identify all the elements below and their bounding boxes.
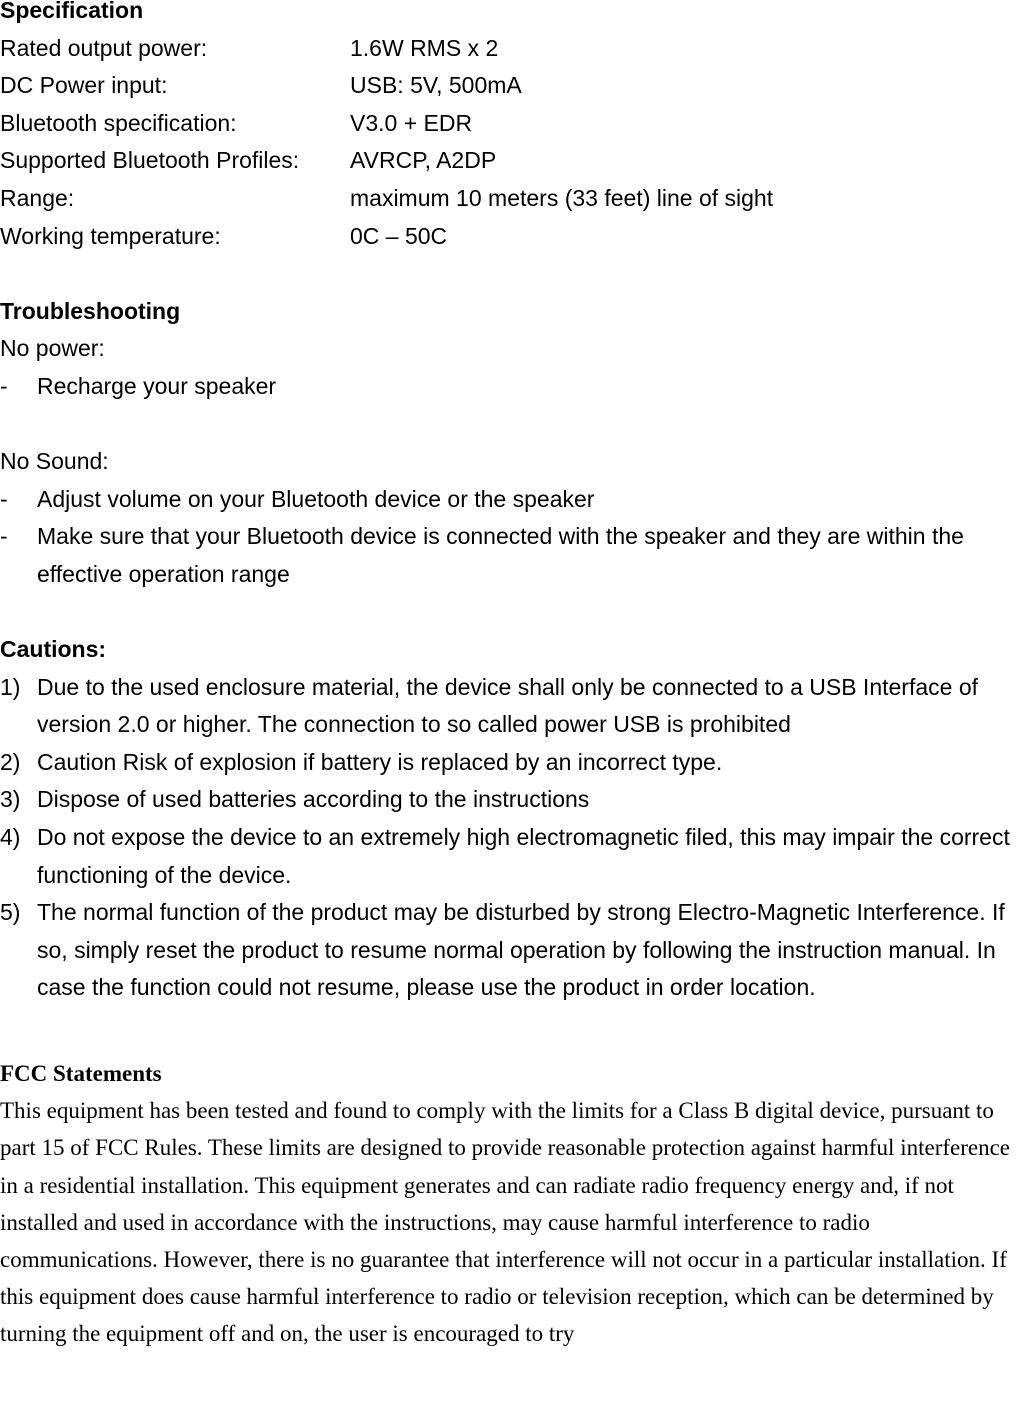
fcc-heading: FCC Statements <box>0 1061 162 1087</box>
troubleshooting-heading: Troubleshooting <box>0 297 181 324</box>
spacer <box>0 255 1029 293</box>
list-item-text: Make sure that your Bluetooth device is connected with the speaker and they are within the effective operation range <box>37 523 964 587</box>
fcc-section <box>0 1055 1029 1353</box>
caution-number: 3) <box>0 786 21 813</box>
caution-number: 1) <box>0 673 21 700</box>
caution-item <box>0 781 1029 819</box>
spec-value: maximum 10 meters (33 feet) line of sight <box>350 184 774 211</box>
caution-number: 5) <box>0 899 21 926</box>
spec-value: 1.6W RMS x 2 <box>350 34 499 61</box>
no-power-title: No power: <box>0 335 105 362</box>
spacer <box>0 406 1029 444</box>
spec-row <box>0 142 1029 180</box>
caution-text: Do not expose the device to an extremely high electromagnetic filed, this may impair the correct functioning of the device. <box>37 824 1010 888</box>
spec-label: Bluetooth specification: <box>0 109 237 136</box>
list-item <box>0 518 1029 593</box>
fcc-paragraph: This equipment has been tested and found to comply with the limits for a Class B digital device, pursuant to part 15 of FCC Rules. These limits are designed to provide reasonable protection against harmful interference in a residential installation. This equipment generates and can radiate radio frequency energy and, if not installed and used in accordance with the instructions, may cause harmful interference to radio communications. However, there is no guarantee that interference will not occur in a particular installation. If this equipment does cause harmful interference to radio or television reception, which can be determined by turning the equipment off and on, the user is encouraged to try <box>0 1098 1011 1347</box>
spec-row <box>0 105 1029 143</box>
spec-label: Rated output power: <box>0 34 208 61</box>
caution-number: 2) <box>0 748 21 775</box>
cautions-heading: Cautions: <box>0 636 107 663</box>
list-item <box>0 481 1029 519</box>
bullet-marker: - <box>0 523 8 550</box>
spec-value: USB: 5V, 500mA <box>350 72 522 99</box>
caution-item <box>0 819 1029 894</box>
spec-value: AVRCP, A2DP <box>350 147 497 174</box>
caution-item <box>0 894 1029 1007</box>
spec-row <box>0 67 1029 105</box>
bullet-marker: - <box>0 485 8 512</box>
spec-value: 0C – 50C <box>350 222 448 249</box>
list-item-text: Recharge your speaker <box>37 372 277 399</box>
caution-item <box>0 744 1029 782</box>
spec-value: V3.0 + EDR <box>350 109 473 136</box>
bullet-marker: - <box>0 372 8 399</box>
list-item-text: Adjust volume on your Bluetooth device or the speaker <box>37 485 595 512</box>
spec-label: DC Power input: <box>0 72 168 99</box>
spec-row <box>0 30 1029 68</box>
caution-text: Due to the used enclosure material, the device shall only be connected to a USB Interface of version 2.0 or higher. The connection to so called power USB is prohibited <box>37 673 979 738</box>
caution-text: Caution Risk of explosion if battery is replaced by an incorrect type. <box>37 748 723 775</box>
spec-label: Supported Bluetooth Profiles: <box>0 147 300 174</box>
no-sound-title: No Sound: <box>0 448 109 475</box>
spec-row <box>0 180 1029 218</box>
caution-text: Dispose of used batteries according to the instructions <box>37 786 590 813</box>
spec-row <box>0 218 1029 256</box>
spec-label: Working temperature: <box>0 222 221 249</box>
spec-label: Range: <box>0 184 75 211</box>
spacer <box>0 594 1029 632</box>
caution-number: 4) <box>0 824 21 851</box>
specification-heading: Specification <box>0 0 144 23</box>
caution-item <box>0 669 1029 744</box>
list-item <box>0 368 1029 406</box>
caution-text: The normal function of the product may be disturbed by strong Electro-Magnetic Interference. If so, simply reset the product to resume normal operation by following the instruction manual. In case the function could not resume, please use the product in order location. <box>37 899 1005 1001</box>
